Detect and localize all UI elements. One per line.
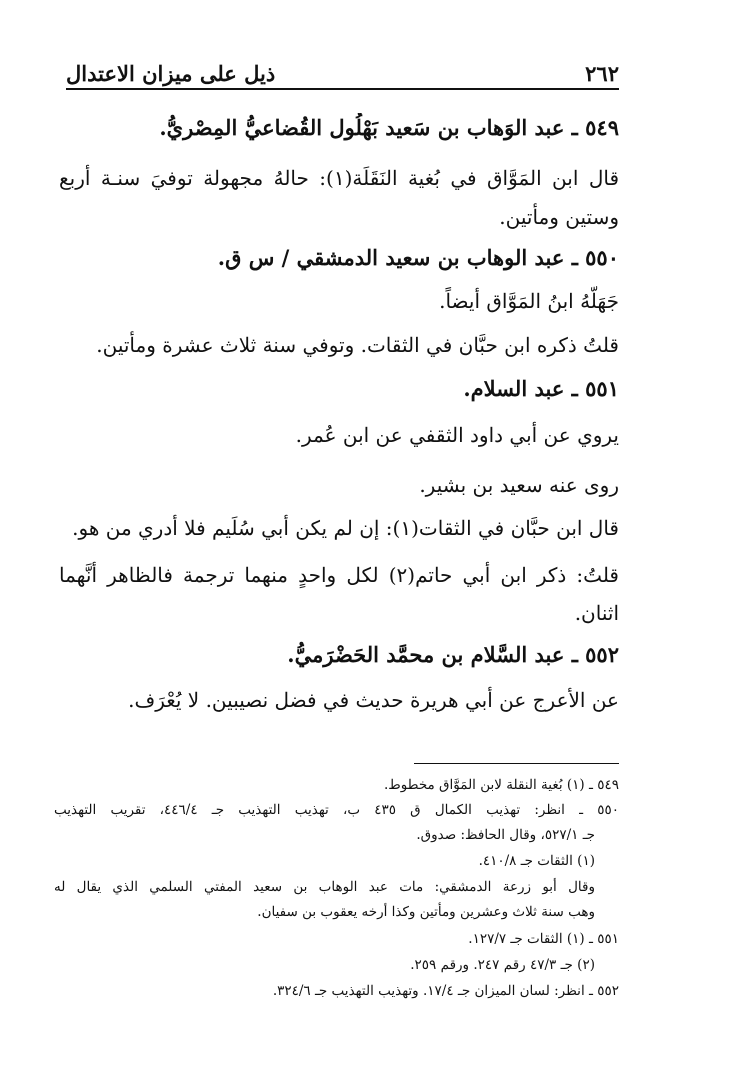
footnote-line: ٥٥٠ ـ انظر: تهذيب الكمال ق ٤٣٥ ب، تهذيب التهذيب جـ ٤٤٦/٤، تقريب التهذيب <box>54 802 619 818</box>
page-header <box>66 52 619 86</box>
text-line: يروي عن أبي داود الثقفي عن ابن عُمر. <box>295 423 619 447</box>
text-line: قال ابن المَوَّاق في بُغية النَقَلَة(١): حالهُ مجهولة توفيَ سنـة أربع <box>59 166 619 190</box>
text-line: قال ابن حبَّان في الثقات(١): إن لم يكن أبي سُلَيم فلا أدري من هو. <box>72 516 619 540</box>
footnote-line: ٥٥١ ـ (١) الثقات جـ ١٢٧/٧. <box>468 931 619 947</box>
entry-heading-550: ٥٥٠ ـ عبد الوهاب بن سعيد الدمشقي / س ق. <box>217 245 619 270</box>
entry-heading-549: ٥٤٩ ـ عبد الوَهاب بن سَعيد بَهْلُول القُضاعيُّ المِصْريُّ. <box>159 115 619 140</box>
footnote-line: وهب سنة ثلاث وعشرين ومأتين وكذا أرخه يعقوب بن سفيان. <box>257 904 595 920</box>
text-line: عن الأعرج عن أبي هريرة حديث في فضل نصيبين. لا يُعْرَف. <box>128 688 619 712</box>
text-line: وستين ومأتين. <box>499 205 619 229</box>
text-line: اثنان. <box>574 601 619 625</box>
entry-heading-552: ٥٥٢ ـ عبد السَّلام بن محمَّد الحَضْرَميُّ. <box>287 642 619 667</box>
header-divider <box>66 88 619 90</box>
footnote-line: جـ ٥٢٧/١، وقال الحافظ: صدوق. <box>416 827 595 843</box>
running-title: ذيل على ميزان الاعتدال <box>66 61 276 86</box>
text-line: جَهَلَّهُ ابنُ المَوَّاق أيضاً. <box>439 289 619 313</box>
text-line: قلتُ: ذكر ابن أبي حاتم(٢) لكل واحدٍ منهما ترجمة فالظاهر أنَّهما <box>59 563 619 587</box>
entry-heading-551: ٥٥١ ـ عبد السلام. <box>463 376 619 401</box>
footnote-line: (٢) جـ ٤٧/٣ رقم ٢٤٧. ورقم ٢٥٩. <box>410 957 595 973</box>
footnote-line: وقال أبو زرعة الدمشقي: مات عبد الوهاب بن سعيد المفتي السلمي الذي يقال له <box>54 879 595 895</box>
footnote-line: ٥٥٢ ـ انظر: لسان الميزان جـ ١٧/٤. وتهذيب التهذيب جـ ٣٢٤/٦. <box>272 983 619 999</box>
text-line: قلتُ ذكره ابن حبَّان في الثقات. وتوفي سنة ثلاث عشرة ومأتين. <box>96 333 619 357</box>
footnote-line: (١) الثقات جـ ٤١٠/٨. <box>478 853 595 869</box>
footnote-line: ٥٤٩ ـ (١) بُغية النقلة لابن المَوَّاق مخطوط. <box>384 777 619 793</box>
page-number: ٢٦٢ <box>585 61 619 86</box>
text-line: روى عنه سعيد بن بشير. <box>419 473 619 497</box>
footnote-divider <box>414 763 619 764</box>
